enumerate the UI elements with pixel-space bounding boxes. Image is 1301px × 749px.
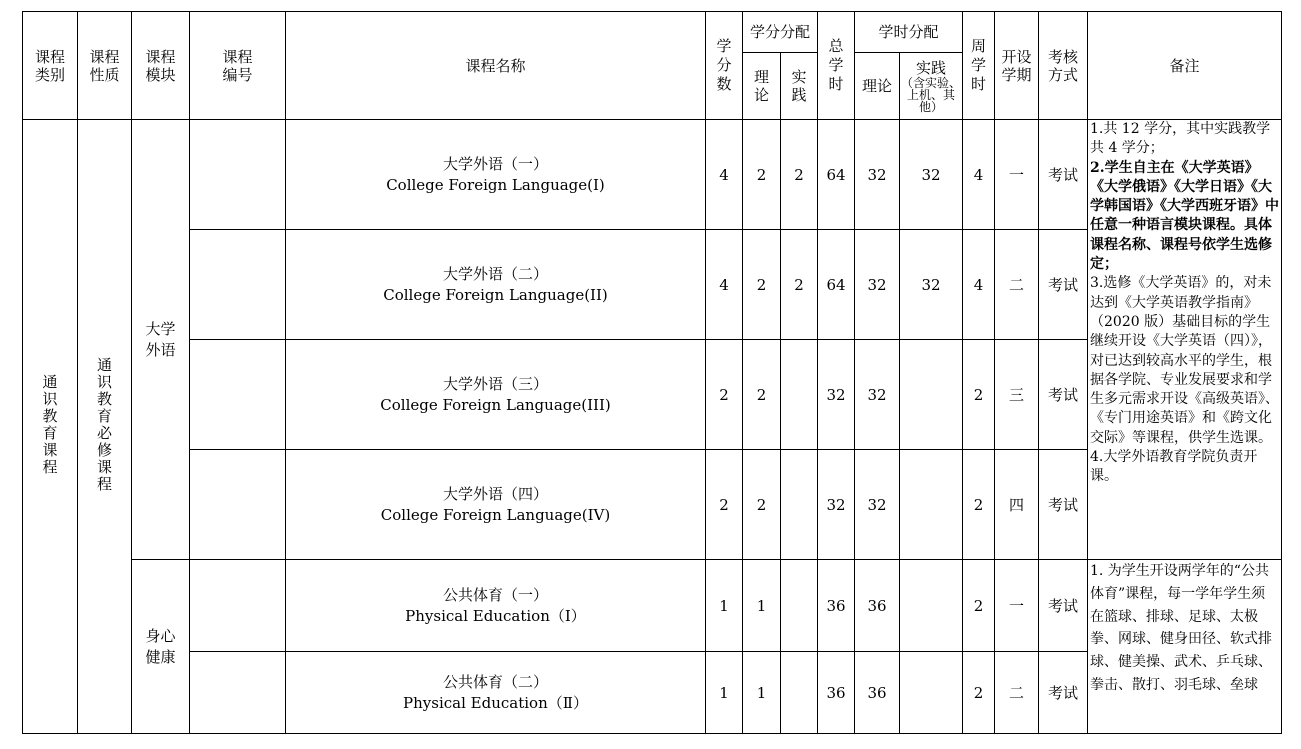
- credit-practice: [781, 560, 818, 652]
- course-name-cell: [286, 560, 706, 652]
- credit-practice: 2: [781, 120, 818, 230]
- credit-theory: 2: [743, 230, 781, 340]
- hour-practice: [900, 560, 963, 652]
- course-code: [190, 450, 286, 560]
- assessment: 考试: [1039, 120, 1088, 230]
- course-name-en: College Foreign Language(III): [380, 395, 611, 414]
- credits: 1: [706, 652, 743, 734]
- credit-practice: [781, 652, 818, 734]
- category-cell: [23, 120, 78, 734]
- course-name-cell: [286, 652, 706, 734]
- total-hours: 64: [818, 120, 855, 230]
- course-name-en: Physical Education（Ⅰ）: [405, 606, 586, 625]
- credit-theory: 1: [743, 560, 781, 652]
- header-category: 课程类别: [23, 12, 78, 120]
- hour-practice: 32: [900, 120, 963, 230]
- header-code: 课程编号: [190, 12, 286, 120]
- header-remarks: 备注: [1088, 12, 1282, 120]
- course-name-en: College Foreign Language(IV): [380, 505, 611, 524]
- course-name-cell: [286, 120, 706, 230]
- header-course-name: 课程名称: [286, 12, 706, 120]
- credit-theory: 2: [743, 450, 781, 560]
- credits: 4: [706, 230, 743, 340]
- nature-cell: [78, 120, 132, 734]
- semester: 一: [995, 120, 1039, 230]
- weekly-hours: 2: [963, 340, 995, 450]
- category-label: 通识教育课程: [40, 373, 59, 476]
- module-cell-health: [132, 560, 190, 734]
- hour-practice: [900, 340, 963, 450]
- header-hour-practice-note: （含实验、上机、其他）: [900, 76, 961, 114]
- remark-item: 4.大学外语教育学院负责开课。: [1090, 449, 1258, 485]
- course-code: [190, 230, 286, 340]
- remark-item: 2.学生自主在《大学英语》《大学俄语》《大学日语》《大学韩国语》《大学西班牙语》中任意一种语言模块课程。具体课程名称、课程号依学生选修定；: [1090, 159, 1279, 273]
- course-name-cn: 大学外语（三）: [442, 374, 548, 393]
- total-hours: 36: [818, 560, 855, 652]
- header-row-1: [23, 12, 1282, 53]
- header-total-hours: 总学时: [818, 12, 855, 120]
- credits: 2: [706, 340, 743, 450]
- course-name-cn: 大学外语（一）: [442, 154, 548, 173]
- total-hours: 32: [818, 340, 855, 450]
- assessment: 考试: [1039, 450, 1088, 560]
- nature-label: 通识教育必修课程: [95, 356, 113, 493]
- credit-practice: [781, 340, 818, 450]
- header-hour-split: 学时分配: [855, 12, 963, 53]
- remarks-pe: [1088, 560, 1282, 734]
- hour-practice: [900, 450, 963, 560]
- header-hour-practice: [900, 53, 963, 120]
- hour-theory: 36: [855, 560, 900, 652]
- header-credits: 学分数: [706, 12, 743, 120]
- assessment: 考试: [1039, 652, 1088, 734]
- weekly-hours: 4: [963, 120, 995, 230]
- hour-theory: 32: [855, 340, 900, 450]
- header-hour-theory: 理论: [855, 53, 900, 120]
- credit-practice: 2: [781, 230, 818, 340]
- course-name-cell: [286, 230, 706, 340]
- course-name-cell: [286, 450, 706, 560]
- semester: 一: [995, 560, 1039, 652]
- assessment: 考试: [1039, 560, 1088, 652]
- weekly-hours: 4: [963, 230, 995, 340]
- assessment: 考试: [1039, 230, 1088, 340]
- course-name-cn: 大学外语（四）: [442, 484, 548, 503]
- weekly-hours: 2: [963, 652, 995, 734]
- header-credit-split: 学分分配: [743, 12, 818, 53]
- remark-item: 1. 为学生开设两学年的“公共体育”课程，每一学年学生须在篮球、排球、足球、太极拳、网球、健身田径、软式排球、健美操、武术、乒乓球、拳击、散打、羽毛球、垒球: [1090, 563, 1272, 693]
- curriculum-table: [22, 11, 1282, 734]
- header-weekly-hours: 周学时: [963, 12, 995, 120]
- header-hour-practice-label: 实践: [915, 59, 946, 77]
- course-name-cell: [286, 340, 706, 450]
- total-hours: 32: [818, 450, 855, 560]
- header-credit-theory: 理论: [743, 53, 781, 120]
- credits: 1: [706, 560, 743, 652]
- remark-item: 1.共 12 学分，其中实践教学共 4 学分；: [1090, 121, 1271, 157]
- header-nature: 课程性质: [78, 12, 132, 120]
- semester: 三: [995, 340, 1039, 450]
- credits: 4: [706, 120, 743, 230]
- weekly-hours: 2: [963, 450, 995, 560]
- credit-theory: 1: [743, 652, 781, 734]
- hour-theory: 32: [855, 120, 900, 230]
- table-row: [23, 560, 1282, 652]
- course-code: [190, 120, 286, 230]
- table-row: [23, 120, 1282, 230]
- total-hours: 64: [818, 230, 855, 340]
- remarks-language: [1088, 120, 1282, 560]
- header-semester: 开设学期: [995, 12, 1039, 120]
- hour-theory: 32: [855, 230, 900, 340]
- course-name-cn: 公共体育（一）: [442, 585, 548, 604]
- credit-practice: [781, 450, 818, 560]
- weekly-hours: 2: [963, 560, 995, 652]
- header-module: 课程模块: [132, 12, 190, 120]
- remark-item: 3.选修《大学英语》的，对未达到《大学英语教学指南》（2020 版）基础目标的学生继续开设《大学英语（四）》，对已达到较高水平的学生，根据各学院、专业发展要求和学生多元需求开设《高级英语》、《专门用途英语》和《跨文化交际》等课程，供学生选课。: [1090, 275, 1279, 446]
- semester: 二: [995, 652, 1039, 734]
- total-hours: 36: [818, 652, 855, 734]
- header-assessment: 考核方式: [1039, 12, 1088, 120]
- course-code: [190, 560, 286, 652]
- hour-practice: 32: [900, 230, 963, 340]
- credit-theory: 2: [743, 340, 781, 450]
- hour-theory: 32: [855, 450, 900, 560]
- module-label: 身心健康: [145, 626, 176, 666]
- course-name-cn: 大学外语（二）: [442, 264, 548, 283]
- hour-theory: 36: [855, 652, 900, 734]
- module-label: 大学外语: [145, 319, 176, 359]
- header-credit-practice: 实践: [781, 53, 818, 120]
- course-name-en: College Foreign Language(II): [383, 285, 608, 304]
- course-name-en: College Foreign Language(I): [386, 175, 605, 194]
- course-code: [190, 652, 286, 734]
- credit-theory: 2: [743, 120, 781, 230]
- semester: 四: [995, 450, 1039, 560]
- hour-practice: [900, 652, 963, 734]
- course-name-en: Physical Education（Ⅱ）: [403, 693, 588, 712]
- module-cell-language: [132, 120, 190, 560]
- credits: 2: [706, 450, 743, 560]
- course-name-cn: 公共体育（二）: [442, 672, 548, 691]
- course-code: [190, 340, 286, 450]
- semester: 二: [995, 230, 1039, 340]
- assessment: 考试: [1039, 340, 1088, 450]
